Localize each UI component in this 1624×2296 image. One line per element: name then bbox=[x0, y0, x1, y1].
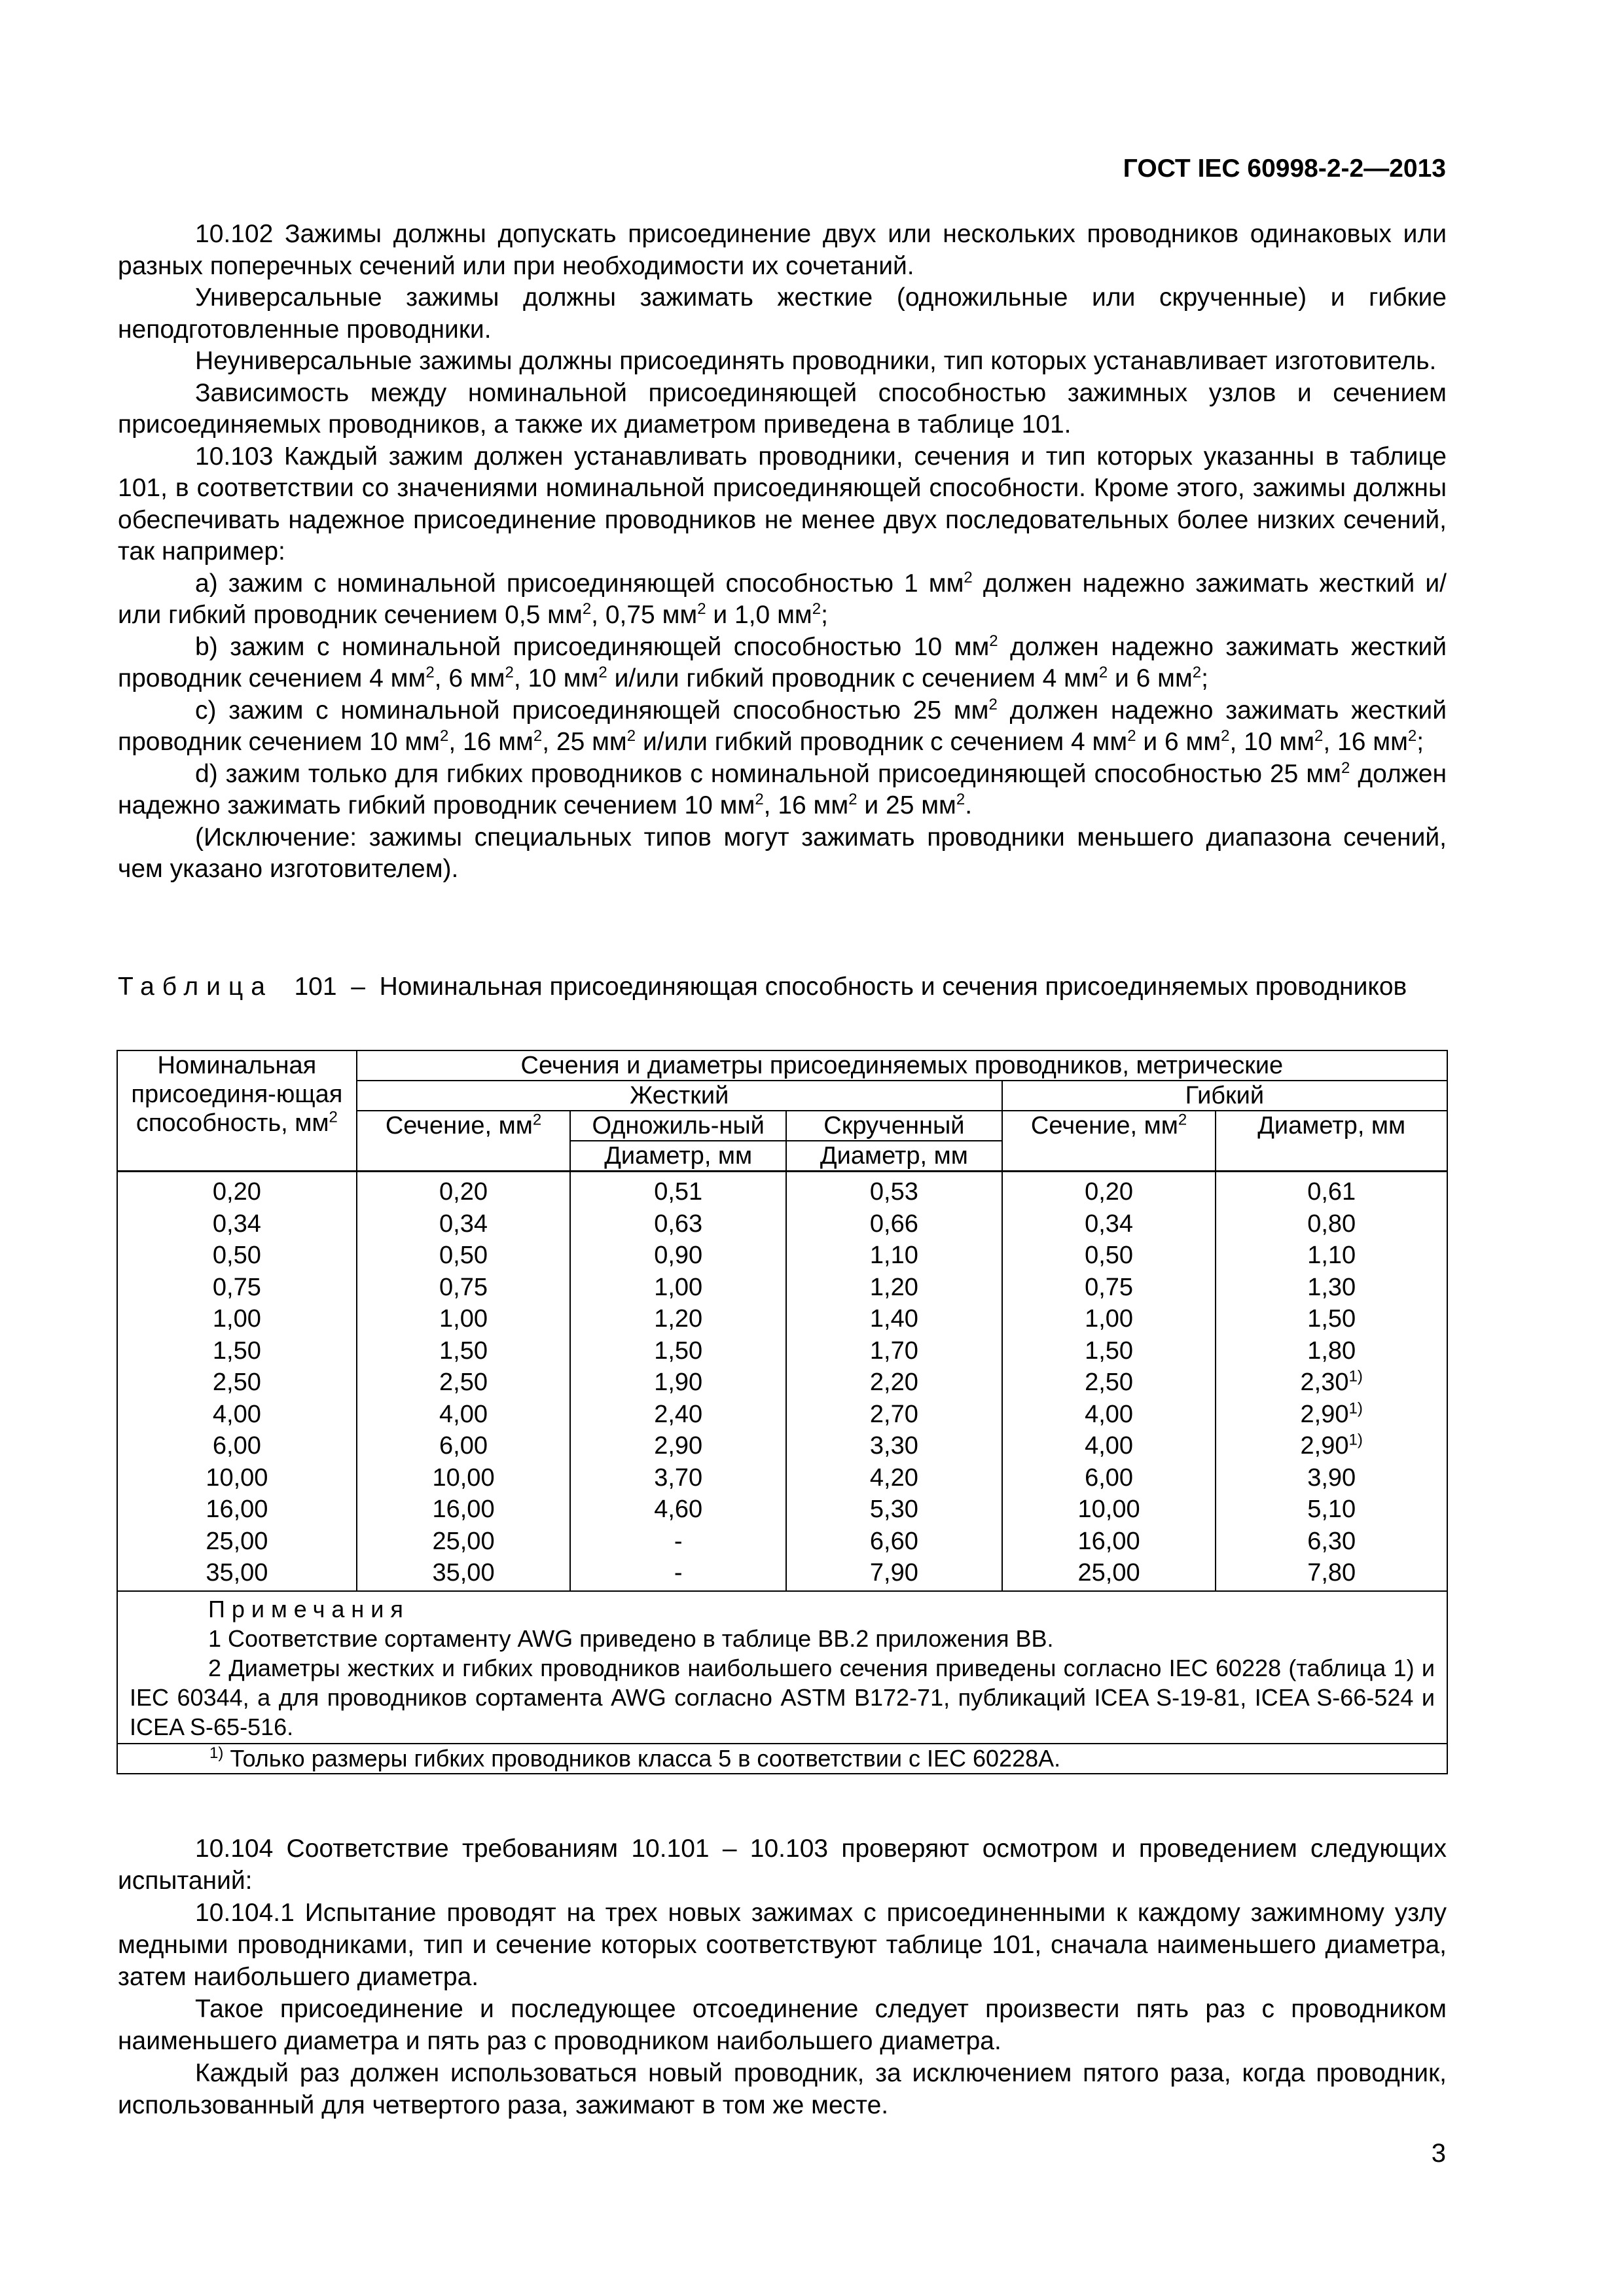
table-cell: 0,61 bbox=[1216, 1172, 1447, 1208]
list-item-c: с) зажим с номинальной присоединяющей способностью 25 $мм^2$ должен надежно зажимать жесткий проводник сечением 10 $мм^2$, 16 $мм^2$, 25 $мм^2$ и/или гибкий проводник с сечением 4 $мм^2$ и 6 $мм^2$, 10 $мм^2$, 16 $мм^2$; bbox=[118, 695, 1447, 756]
table-cell: 5,30 bbox=[786, 1494, 1002, 1526]
table-cell: 0,50 bbox=[1002, 1240, 1216, 1272]
table-cell: 1,80 bbox=[1216, 1335, 1447, 1367]
table-cell: 1,50 bbox=[570, 1335, 786, 1367]
header-flex-section: Сечение, $мм^2$ bbox=[1002, 1111, 1216, 1172]
table-cell: 1,20 bbox=[570, 1303, 786, 1335]
table-cell: 1,00 bbox=[1002, 1303, 1216, 1335]
after-text bbox=[118, 1833, 1447, 2121]
list-item-d: d) зажим только для гибких проводников с номинальной присоединяющей способностью 25 $мм^2$ должен надежно зажимать гибкий проводник сечением 10 $мм^2$, 16 $мм^2$ и 25 $мм^2$. bbox=[118, 759, 1447, 819]
exception-note: (Исключение: зажимы специальных типов могут зажимать проводники меньшего диапазона сечений, чем указано изготовителем). bbox=[118, 823, 1447, 883]
table-cell: 4,00 bbox=[357, 1399, 571, 1431]
note-2: 2 Диаметры жестких и гибких проводников наибольшего сечения приведены согласно IEC 60228 (таблица 1) и IEC 60344, а для проводников сортамента AWG согласно ASTM B172-71, публикаций ICEA S-19-81, ICEA S-66-524 и ICEA S-65-516. bbox=[130, 1654, 1435, 1740]
paragraph: Зависимость между номинальной присоединяющей способностью зажимных узлов и сечением присоединяемых проводников, а также их диаметром приведена в таблице 101. bbox=[118, 378, 1447, 439]
table-cell: 4,60 bbox=[570, 1494, 786, 1526]
table-cell: 4,20 bbox=[786, 1462, 1002, 1494]
table-row bbox=[117, 1462, 1447, 1494]
table-cell: 16,00 bbox=[357, 1494, 571, 1526]
table-cell: 0,50 bbox=[117, 1240, 357, 1272]
table-cell: 0,20 bbox=[357, 1172, 571, 1208]
notes-title: Примечания bbox=[208, 1595, 410, 1623]
table-cell: 6,00 bbox=[1002, 1462, 1216, 1494]
table-cell: 25,00 bbox=[1002, 1557, 1216, 1591]
table-cell: 4,00 bbox=[1002, 1399, 1216, 1431]
table-caption-text: Номинальная присоединяющая способность и сечения присоединяемых проводников bbox=[379, 973, 1407, 1001]
body-text bbox=[118, 219, 1447, 886]
table-cell: 1,10 bbox=[1216, 1240, 1447, 1272]
table-cell: 25,00 bbox=[117, 1526, 357, 1558]
table-cell: 6,30 bbox=[1216, 1526, 1447, 1558]
table-cell: 2,70 bbox=[786, 1399, 1002, 1431]
page-number: 3 bbox=[1431, 2139, 1446, 2168]
table-cell: 2,90$^{1)}$ bbox=[1216, 1399, 1447, 1431]
table-cell: 1,30 bbox=[1216, 1272, 1447, 1304]
table-cell: 0,80 bbox=[1216, 1208, 1447, 1240]
header-group: Сечения и диаметры присоединяемых проводников, метрические bbox=[357, 1050, 1447, 1081]
table-cell: 7,90 bbox=[786, 1557, 1002, 1591]
table-cell: 16,00 bbox=[117, 1494, 357, 1526]
header-rigid-section: Сечение, $мм^2$ bbox=[357, 1111, 571, 1172]
paragraph: Неуниверсальные зажимы должны присоединять проводники, тип которых устанавливает изготовитель. bbox=[195, 347, 1437, 375]
table-cell: 0,34 bbox=[117, 1208, 357, 1240]
header-stranded-diameter: Диаметр, мм bbox=[786, 1141, 1002, 1172]
table-row bbox=[117, 1557, 1447, 1591]
paragraph: Каждый раз должен использоваться новый проводник, за исключением пятого раза, когда проводник, использованный для четвертого раза, зажимают в том же месте. bbox=[118, 2059, 1447, 2119]
document-header: ГОСТ IEC 60998-2-2—2013 bbox=[1123, 154, 1446, 183]
table-cell: 1,90 bbox=[570, 1367, 786, 1399]
table-cell: 0,75 bbox=[117, 1272, 357, 1304]
table-row bbox=[117, 1399, 1447, 1431]
table-row bbox=[117, 1335, 1447, 1367]
header-solid: Одножиль-ный bbox=[570, 1111, 786, 1141]
table-row bbox=[117, 1272, 1447, 1304]
table-cell: 1,40 bbox=[786, 1303, 1002, 1335]
table-cell: 1,50 bbox=[1002, 1335, 1216, 1367]
header-flexible: Гибкий bbox=[1002, 1081, 1447, 1111]
table-notes bbox=[117, 1591, 1447, 1744]
table-cell: 0,20 bbox=[1002, 1172, 1216, 1208]
list-item-a: а) зажим с номинальной присоединяющей способностью 1 $мм^2$ должен надежно зажимать жесткий и/или гибкий проводник сечением 0,5 $мм^2$, 0,75 $мм^2$ и 1,0 $мм^2$; bbox=[118, 568, 1447, 629]
table-cell: 2,40 bbox=[570, 1399, 786, 1431]
paragraph: 10.104 Соответствие требованиям 10.101 – 10.103 проверяют осмотром и проведением следующих испытаний: bbox=[118, 1835, 1447, 1895]
table-cell: 6,60 bbox=[786, 1526, 1002, 1558]
table-cell: 0,20 bbox=[117, 1172, 357, 1208]
table-cell: 1,00 bbox=[570, 1272, 786, 1304]
table-row bbox=[117, 1430, 1447, 1462]
table-cell: 35,00 bbox=[117, 1557, 357, 1591]
table-cell: 10,00 bbox=[1002, 1494, 1216, 1526]
table-cell: 0,34 bbox=[1002, 1208, 1216, 1240]
header-solid-diameter: Диаметр, мм bbox=[570, 1141, 786, 1172]
table-cell: 16,00 bbox=[1002, 1526, 1216, 1558]
table-cell: 0,66 bbox=[786, 1208, 1002, 1240]
table-cell: 10,00 bbox=[357, 1462, 571, 1494]
table-cell: 7,80 bbox=[1216, 1557, 1447, 1591]
table-cell: 0,51 bbox=[570, 1172, 786, 1208]
list-item-b: b) зажим с номинальной присоединяющей способностью 10 $мм^2$ должен надежно зажимать жесткий проводник сечением 4 $мм^2$, 6 $мм^2$, 10 $мм^2$ и/или гибкий проводник с сечением 4 $мм^2$ и 6 $мм^2$; bbox=[118, 632, 1447, 692]
table-cell: 0,75 bbox=[357, 1272, 571, 1304]
table-row bbox=[117, 1367, 1447, 1399]
table-cell: 2,20 bbox=[786, 1367, 1002, 1399]
header-rated-capacity: Номинальная присоединя-ющая способность, $мм^2$ bbox=[117, 1050, 357, 1172]
paragraph: 10.103 Каждый зажим должен устанавливать проводники, сечения и тип которых указанны в таблице 101, в соответствии со значениями номинальной присоединяющей способности. Кроме этого, зажимы должны обеспечивать надежное присоединение проводников не менее двух последовательных более низких сечений, так например: bbox=[118, 442, 1447, 565]
table-cell: 3,30 bbox=[786, 1430, 1002, 1462]
note-1: 1 Соответствие сортаменту AWG приведено в таблице ВВ.2 приложения ВВ. bbox=[208, 1624, 1054, 1652]
table-cell: 2,90 bbox=[570, 1430, 786, 1462]
table-cell: 6,00 bbox=[357, 1430, 571, 1462]
table-cell: 1,50 bbox=[1216, 1303, 1447, 1335]
table-cell: 1,00 bbox=[117, 1303, 357, 1335]
table-cell: 2,50 bbox=[357, 1367, 571, 1399]
table-cell: 10,00 bbox=[117, 1462, 357, 1494]
table-cell: 3,90 bbox=[1216, 1462, 1447, 1494]
table-row bbox=[117, 1494, 1447, 1526]
table-row bbox=[117, 1172, 1447, 1208]
header-flex-diameter: Диаметр, мм bbox=[1216, 1111, 1447, 1172]
table-footnote: $^{1)}$ Только размеры гибких проводников класса 5 в соответствии с IEC 60228A. bbox=[117, 1744, 1447, 1774]
table-cell: 0,50 bbox=[357, 1240, 571, 1272]
table-cell: 25,00 bbox=[357, 1526, 571, 1558]
table-cell: 2,50 bbox=[1002, 1367, 1216, 1399]
table-cell: 0,53 bbox=[786, 1172, 1002, 1208]
table-cell: 3,70 bbox=[570, 1462, 786, 1494]
table-cell: 0,75 bbox=[1002, 1272, 1216, 1304]
table-cell: 1,50 bbox=[357, 1335, 571, 1367]
table-row bbox=[117, 1526, 1447, 1558]
table-row bbox=[117, 1240, 1447, 1272]
table-101 bbox=[117, 1050, 1448, 1774]
table-row bbox=[117, 1303, 1447, 1335]
paragraph: Универсальные зажимы должны зажимать жесткие (одножильные или скрученные) и гибкие неподготовленные проводники. bbox=[118, 283, 1447, 344]
table-cell: 1,00 bbox=[357, 1303, 571, 1335]
table-cell: 4,00 bbox=[1002, 1430, 1216, 1462]
table-cell: - bbox=[570, 1557, 786, 1591]
table-cell: 5,10 bbox=[1216, 1494, 1447, 1526]
table-cell: 0,34 bbox=[357, 1208, 571, 1240]
table-cell: 4,00 bbox=[117, 1399, 357, 1431]
table-cell: 2,50 bbox=[117, 1367, 357, 1399]
table-caption-number: 101 bbox=[294, 973, 337, 1001]
table-cell: 1,50 bbox=[117, 1335, 357, 1367]
table-cell: 0,90 bbox=[570, 1240, 786, 1272]
header-stranded: Скрученный bbox=[786, 1111, 1002, 1141]
table-cell: 0,63 bbox=[570, 1208, 786, 1240]
table-caption: Таблица 101 – Номинальная присоединяющая способность и сечения присоединяемых проводников bbox=[118, 973, 1407, 1001]
table-cell: 2,30$^{1)}$ bbox=[1216, 1367, 1447, 1399]
table-cell: - bbox=[570, 1526, 786, 1558]
header-rigid: Жесткий bbox=[357, 1081, 1002, 1111]
table-cell: 1,20 bbox=[786, 1272, 1002, 1304]
paragraph: 10.104.1 Испытание проводят на трех новых зажимах с присоединенными к каждому зажимному узлу медными проводниками, тип и сечение которых соответствуют таблице 101, сначала наименьшего диаметра, затем наибольшего диаметра. bbox=[118, 1899, 1447, 1991]
table-cell: 35,00 bbox=[357, 1557, 571, 1591]
table-cell: 1,70 bbox=[786, 1335, 1002, 1367]
paragraph: Такое присоединение и последующее отсоединение следует произвести пять раз с проводником наименьшего диаметра и пять раз с проводником наибольшего диаметра. bbox=[118, 1995, 1447, 2055]
table-caption-label: Таблица bbox=[118, 973, 273, 1001]
table-row bbox=[117, 1208, 1447, 1240]
table-cell: 1,10 bbox=[786, 1240, 1002, 1272]
table-cell: 6,00 bbox=[117, 1430, 357, 1462]
paragraph: 10.102 Зажимы должны допускать присоединение двух или нескольких проводников одинаковых или разных поперечных сечений или при необходимости их сочетаний. bbox=[118, 220, 1447, 280]
table-cell: 2,90$^{1)}$ bbox=[1216, 1430, 1447, 1462]
